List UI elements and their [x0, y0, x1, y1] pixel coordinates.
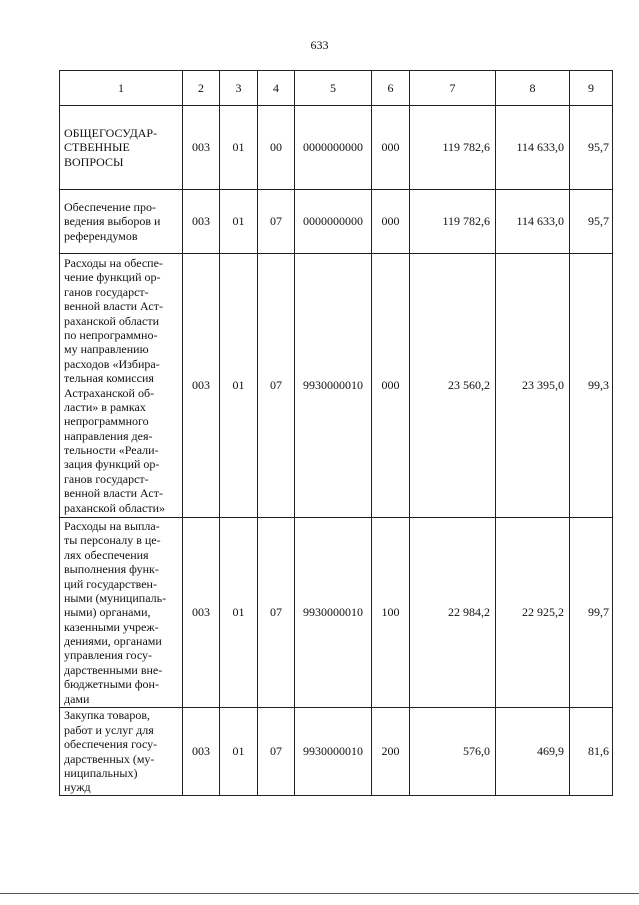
row-name-line: лях обеспечения — [64, 547, 149, 562]
row-name-line: управления госу- — [64, 648, 153, 663]
cell-planned-amount: 119 782,6 — [410, 190, 496, 254]
cell-planned-amount: 576,0 — [410, 708, 496, 796]
row-name-line: Закупка товаров, — [64, 708, 150, 723]
row-name-line: дарственных (му- — [64, 751, 155, 766]
cell-actual-amount: 469,9 — [496, 708, 570, 796]
row-name-line: ВОПРОСЫ — [64, 154, 124, 169]
row-name-cell — [60, 518, 183, 708]
cell-expense-type: 200 — [372, 708, 410, 796]
row-name-line: ций государствен- — [64, 576, 157, 591]
cell-target-article: 0000000000 — [295, 190, 372, 254]
row-name-line: ласти» в рамках — [64, 399, 146, 414]
row-name-line: дарственными вне- — [64, 662, 163, 677]
row-name-line: чение функций ор- — [64, 270, 161, 285]
cell-planned-amount: 119 782,6 — [410, 106, 496, 190]
cell-percent: 81,6 — [570, 708, 613, 796]
row-name-line: нужд — [64, 780, 91, 795]
cell-subsection: 07 — [258, 190, 295, 254]
cell-actual-amount: 22 925,2 — [496, 518, 570, 708]
cell-actual-amount: 114 633,0 — [496, 190, 570, 254]
cell-expense-type: 000 — [372, 106, 410, 190]
row-name-line: по непрограммно- — [64, 327, 158, 342]
column-header-7: 7 — [410, 71, 496, 106]
cell-expense-type: 000 — [372, 190, 410, 254]
cell-target-article: 0000000000 — [295, 106, 372, 190]
row-name-line: ными) органами, — [64, 605, 151, 620]
row-name-cell — [60, 254, 183, 518]
row-name-line: ными (муниципаль- — [64, 590, 167, 605]
row-name-line: ганов государст- — [64, 284, 149, 299]
cell-expense-type: 100 — [372, 518, 410, 708]
cell-percent: 99,7 — [570, 518, 613, 708]
row-name-line: тельная комиссия — [64, 371, 154, 386]
table-row — [60, 518, 613, 708]
cell-subsection: 00 — [258, 106, 295, 190]
row-name-line: венной власти Аст- — [64, 299, 163, 314]
cell-code: 003 — [183, 254, 220, 518]
cell-target-article: 9930000010 — [295, 708, 372, 796]
table-row — [60, 190, 613, 254]
row-name-line: казенными учреж- — [64, 619, 159, 634]
column-header-8: 8 — [496, 71, 570, 106]
cell-section: 01 — [220, 518, 258, 708]
row-name-line: Обеспечение про- — [64, 199, 156, 214]
row-name-line: ниципальных) — [64, 765, 138, 780]
row-name-line: референдумов — [64, 228, 138, 243]
cell-percent: 99,3 — [570, 254, 613, 518]
row-name-line: Расходы на обеспе- — [64, 255, 163, 270]
row-name-line: дениями, органами — [64, 634, 162, 649]
budget-table — [59, 70, 613, 796]
row-name-line: ведения выборов и — [64, 214, 161, 229]
cell-percent: 95,7 — [570, 190, 613, 254]
column-header-2: 2 — [183, 71, 220, 106]
row-name-line: зация функций ор- — [64, 457, 160, 472]
cell-planned-amount: 22 984,2 — [410, 518, 496, 708]
row-name-line: Расходы на выпла- — [64, 518, 160, 533]
row-name-line: непрограммного — [64, 414, 149, 429]
header-row — [60, 71, 613, 106]
table-row — [60, 106, 613, 190]
row-name-line: СТВЕННЫЕ — [64, 140, 130, 155]
cell-code: 003 — [183, 708, 220, 796]
row-name-line: обеспечения госу- — [64, 737, 158, 752]
row-name-cell — [60, 708, 183, 796]
row-name-line: выполнения функ- — [64, 562, 159, 577]
cell-actual-amount: 23 395,0 — [496, 254, 570, 518]
row-name-line: бюджетными фон- — [64, 677, 159, 692]
bottom-rule — [0, 893, 639, 894]
column-header-4: 4 — [258, 71, 295, 106]
column-header-3: 3 — [220, 71, 258, 106]
row-name-cell — [60, 190, 183, 254]
cell-percent: 95,7 — [570, 106, 613, 190]
row-name-line: венной власти Аст- — [64, 486, 163, 501]
row-name-line: дами — [64, 691, 90, 706]
row-name-line: Астраханской об- — [64, 385, 155, 400]
table-row — [60, 254, 613, 518]
cell-planned-amount: 23 560,2 — [410, 254, 496, 518]
cell-subsection: 07 — [258, 518, 295, 708]
row-name-line: ты персоналу в це- — [64, 533, 161, 548]
page-number: 633 — [310, 38, 329, 52]
row-name-line: му направлению — [64, 342, 149, 357]
row-name-line: работ и услуг для — [64, 722, 154, 737]
cell-code: 003 — [183, 106, 220, 190]
row-name-line: направления дея- — [64, 428, 153, 443]
table-row — [60, 708, 613, 796]
cell-target-article: 9930000010 — [295, 518, 372, 708]
row-name-line: раханской области — [64, 313, 159, 328]
cell-actual-amount: 114 633,0 — [496, 106, 570, 190]
cell-expense-type: 000 — [372, 254, 410, 518]
cell-section: 01 — [220, 190, 258, 254]
row-name-line: раханской области» — [64, 500, 165, 515]
row-name-line: ганов государст- — [64, 471, 149, 486]
cell-target-article: 9930000010 — [295, 254, 372, 518]
cell-section: 01 — [220, 254, 258, 518]
row-name-cell — [60, 106, 183, 190]
row-name-line: расходов «Избира- — [64, 356, 160, 371]
column-header-9: 9 — [570, 71, 613, 106]
cell-code: 003 — [183, 518, 220, 708]
cell-section: 01 — [220, 106, 258, 190]
cell-subsection: 07 — [258, 254, 295, 518]
column-header-1: 1 — [60, 71, 183, 106]
column-header-6: 6 — [372, 71, 410, 106]
column-header-5: 5 — [295, 71, 372, 106]
cell-section: 01 — [220, 708, 258, 796]
row-name-line: ОБЩЕГОСУДАР- — [64, 125, 158, 140]
cell-subsection: 07 — [258, 708, 295, 796]
cell-code: 003 — [183, 190, 220, 254]
row-name-line: тельности «Реали- — [64, 443, 159, 458]
